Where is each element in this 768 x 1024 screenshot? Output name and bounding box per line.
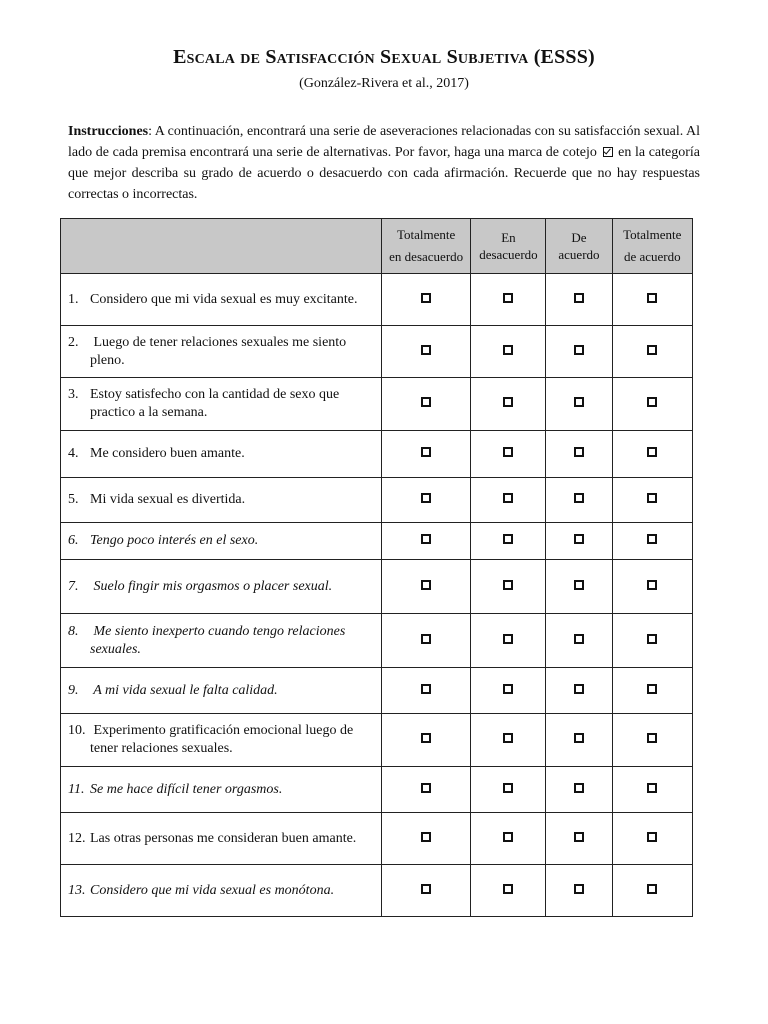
response-cell[interactable] <box>546 560 612 614</box>
response-cell[interactable] <box>546 865 612 917</box>
response-cell[interactable] <box>546 274 612 326</box>
item-number: 5. <box>68 492 79 507</box>
column-header-de-acuerdo: De acuerdo <box>546 219 612 274</box>
title-initial: S <box>446 46 458 68</box>
response-cell[interactable] <box>381 478 471 523</box>
item-text: Tengo poco interés en el sexo. <box>90 533 259 548</box>
column-header-totalmente-acuerdo: Totalmente de acuerdo <box>612 219 692 274</box>
item-statement <box>61 431 382 478</box>
instructions-paragraph <box>68 121 700 205</box>
response-cell[interactable] <box>471 813 546 865</box>
item-number: 3. <box>68 387 79 402</box>
response-cell[interactable] <box>612 767 692 813</box>
response-cell[interactable] <box>381 714 471 767</box>
item-statement <box>61 560 382 614</box>
checkbox-icon[interactable] <box>574 580 584 590</box>
table-row <box>61 714 693 767</box>
checkbox-icon[interactable] <box>574 397 584 407</box>
response-cell[interactable] <box>612 560 692 614</box>
item-statement <box>61 378 382 431</box>
item-statement <box>61 274 382 326</box>
response-cell[interactable] <box>381 813 471 865</box>
response-cell[interactable] <box>471 431 546 478</box>
checkbox-icon[interactable] <box>647 534 657 544</box>
table-row <box>61 560 693 614</box>
checkbox-icon[interactable] <box>574 447 584 457</box>
checkbox-icon[interactable] <box>503 684 513 694</box>
checkbox-icon[interactable] <box>503 783 513 793</box>
response-cell[interactable] <box>612 813 692 865</box>
response-cell[interactable] <box>612 865 692 917</box>
item-number: 8. <box>68 623 79 639</box>
item-number: 7. <box>68 578 79 594</box>
checkbox-icon[interactable] <box>421 345 431 355</box>
checkbox-icon[interactable] <box>647 493 657 503</box>
response-cell[interactable] <box>471 523 546 560</box>
title-word: ubjetiva <box>457 46 529 68</box>
checkbox-icon[interactable] <box>421 832 431 842</box>
scale-table <box>60 218 693 917</box>
response-cell[interactable] <box>612 431 692 478</box>
column-header-totalmente-desacuerdo: Totalmente en desacuerdo <box>381 219 471 274</box>
checkbox-icon[interactable] <box>647 832 657 842</box>
item-statement <box>61 813 382 865</box>
item-number: 1. <box>68 291 79 307</box>
checkbox-icon[interactable] <box>503 345 513 355</box>
checkbox-icon[interactable] <box>503 493 513 503</box>
item-number: 12. <box>68 830 86 846</box>
checkbox-icon[interactable] <box>647 733 657 743</box>
checkbox-icon[interactable] <box>503 293 513 303</box>
response-cell[interactable] <box>381 560 471 614</box>
item-number: 11. <box>68 781 85 797</box>
checkbox-icon[interactable] <box>421 783 431 793</box>
title-word: scala de <box>186 46 261 68</box>
item-text: Suelo fingir mis orgasmos o placer sexual. <box>90 578 333 594</box>
table-row <box>61 378 693 431</box>
checkbox-icon[interactable] <box>503 534 513 544</box>
checkbox-icon[interactable] <box>421 493 431 503</box>
checkbox-icon[interactable] <box>647 783 657 793</box>
response-cell[interactable] <box>546 431 612 478</box>
response-cell[interactable] <box>381 668 471 714</box>
header-blank <box>61 219 382 274</box>
title-word: exual <box>391 46 442 68</box>
checkbox-icon[interactable] <box>503 397 513 407</box>
title-acronym: (ESSS) <box>533 46 595 68</box>
item-text: Estoy satisfecho con la cantidad de sexo que practico a la semana. <box>90 387 340 420</box>
response-cell[interactable] <box>471 274 546 326</box>
response-cell[interactable] <box>381 326 471 378</box>
item-statement <box>61 326 382 378</box>
item-text: Considero que mi vida sexual es monótona. <box>90 882 335 898</box>
item-text: Experimento gratificación emocional luego de tener relaciones sexuales. <box>90 723 354 756</box>
item-statement <box>61 767 382 813</box>
checkbox-icon[interactable] <box>574 783 584 793</box>
response-cell[interactable] <box>546 767 612 813</box>
response-cell[interactable] <box>381 865 471 917</box>
response-cell[interactable] <box>471 378 546 431</box>
column-header-en-desacuerdo: En desacuerdo <box>471 219 546 274</box>
item-number: 9. <box>68 682 79 698</box>
response-cell[interactable] <box>612 478 692 523</box>
response-cell[interactable] <box>546 813 612 865</box>
item-number: 4. <box>68 446 79 461</box>
item-text: Considero que mi vida sexual es muy excitante. <box>90 291 358 307</box>
checkbox-icon[interactable] <box>647 580 657 590</box>
checkbox-icon[interactable] <box>421 684 431 694</box>
instructions-text: : A continuación, encontrará una serie de aseveraciones relacionadas con su satisfacción sexual. Al lado de cada premisa encontrará una serie de alternativas. Por favor, haga una marca de cotejo <box>68 124 700 160</box>
table-row <box>61 813 693 865</box>
table-row <box>61 668 693 714</box>
title-initial: S <box>380 46 392 68</box>
checkbox-icon[interactable] <box>421 634 431 644</box>
checkbox-icon[interactable] <box>647 293 657 303</box>
item-statement <box>61 714 382 767</box>
item-statement <box>61 668 382 714</box>
response-cell[interactable] <box>612 378 692 431</box>
table-row <box>61 478 693 523</box>
item-text: Me considero buen amante. <box>90 446 245 461</box>
response-cell[interactable] <box>471 668 546 714</box>
response-cell[interactable] <box>381 274 471 326</box>
response-cell[interactable] <box>471 614 546 668</box>
table-row <box>61 523 693 560</box>
checkbox-icon[interactable] <box>421 447 431 457</box>
response-cell[interactable] <box>471 767 546 813</box>
response-cell[interactable] <box>381 523 471 560</box>
checkbox-icon[interactable] <box>421 293 431 303</box>
response-cell[interactable] <box>546 378 612 431</box>
checkbox-icon[interactable] <box>503 733 513 743</box>
checkbox-icon[interactable] <box>421 397 431 407</box>
title-initial: S <box>265 46 277 68</box>
table-row <box>61 274 693 326</box>
title-word: atisfacción <box>276 46 375 68</box>
table-row <box>61 614 693 668</box>
response-cell[interactable] <box>546 523 612 560</box>
response-cell[interactable] <box>471 326 546 378</box>
checked-box-icon <box>603 147 613 157</box>
checkbox-icon[interactable] <box>647 397 657 407</box>
response-cell[interactable] <box>612 274 692 326</box>
table-row <box>61 865 693 917</box>
page-title <box>0 46 768 69</box>
response-cell[interactable] <box>471 478 546 523</box>
item-statement <box>61 478 382 523</box>
response-cell[interactable] <box>546 668 612 714</box>
item-statement <box>61 614 382 668</box>
item-statement <box>61 865 382 917</box>
response-cell[interactable] <box>471 714 546 767</box>
checkbox-icon[interactable] <box>574 634 584 644</box>
response-cell[interactable] <box>612 523 692 560</box>
checkbox-icon[interactable] <box>647 447 657 457</box>
item-number: 6. <box>68 533 79 548</box>
checkbox-icon[interactable] <box>574 534 584 544</box>
checkbox-icon[interactable] <box>503 447 513 457</box>
checkbox-icon[interactable] <box>503 832 513 842</box>
checkbox-icon[interactable] <box>574 293 584 303</box>
checkbox-icon[interactable] <box>647 884 657 894</box>
item-text: Se me hace difícil tener orgasmos. <box>90 781 283 797</box>
item-text: Las otras personas me consideran buen amante. <box>90 830 357 846</box>
checkbox-icon[interactable] <box>574 493 584 503</box>
item-number: 10. <box>68 723 86 738</box>
item-text: Luego de tener relaciones sexuales me siento pleno. <box>90 334 347 368</box>
checkbox-icon[interactable] <box>574 832 584 842</box>
checkbox-icon[interactable] <box>647 634 657 644</box>
checkbox-icon[interactable] <box>421 733 431 743</box>
checkbox-icon[interactable] <box>574 733 584 743</box>
checkbox-icon[interactable] <box>503 580 513 590</box>
response-cell[interactable] <box>381 431 471 478</box>
item-statement <box>61 523 382 560</box>
title-initial: E <box>173 46 187 68</box>
item-number: 2. <box>68 334 79 350</box>
response-cell[interactable] <box>612 614 692 668</box>
header-row <box>61 219 693 274</box>
response-cell[interactable] <box>612 326 692 378</box>
checkbox-icon[interactable] <box>421 884 431 894</box>
response-cell[interactable] <box>546 614 612 668</box>
table-row <box>61 431 693 478</box>
checkbox-icon[interactable] <box>503 634 513 644</box>
item-text: Me siento inexperto cuando tengo relaciones sexuales. <box>90 623 346 657</box>
checkbox-icon[interactable] <box>647 345 657 355</box>
checkbox-icon[interactable] <box>574 684 584 694</box>
citation: (González-Rivera et al., 2017) <box>299 76 469 91</box>
response-cell[interactable] <box>471 865 546 917</box>
checkbox-icon[interactable] <box>574 345 584 355</box>
table-row <box>61 767 693 813</box>
response-cell[interactable] <box>546 714 612 767</box>
response-cell[interactable] <box>381 767 471 813</box>
response-cell[interactable] <box>381 378 471 431</box>
checkbox-icon[interactable] <box>647 684 657 694</box>
instructions-label: Instrucciones <box>68 124 149 139</box>
item-number: 13. <box>68 882 86 898</box>
response-cell[interactable] <box>612 714 692 767</box>
item-text: A mi vida sexual le falta calidad. <box>90 682 278 698</box>
response-cell[interactable] <box>546 478 612 523</box>
response-cell[interactable] <box>471 560 546 614</box>
checkbox-icon[interactable] <box>421 534 431 544</box>
response-cell[interactable] <box>546 326 612 378</box>
response-cell[interactable] <box>612 668 692 714</box>
instructions-text-end: en la categoría que mejor describa su grado de acuerdo o desacuerdo con cada afirmación. Recuerde que no hay respuestas correctas o incorrectas. <box>68 145 701 202</box>
checkbox-icon[interactable] <box>574 884 584 894</box>
table-row <box>61 326 693 378</box>
response-cell[interactable] <box>381 614 471 668</box>
item-text: Mi vida sexual es divertida. <box>90 492 246 507</box>
checkbox-icon[interactable] <box>503 884 513 894</box>
checkbox-icon[interactable] <box>421 580 431 590</box>
